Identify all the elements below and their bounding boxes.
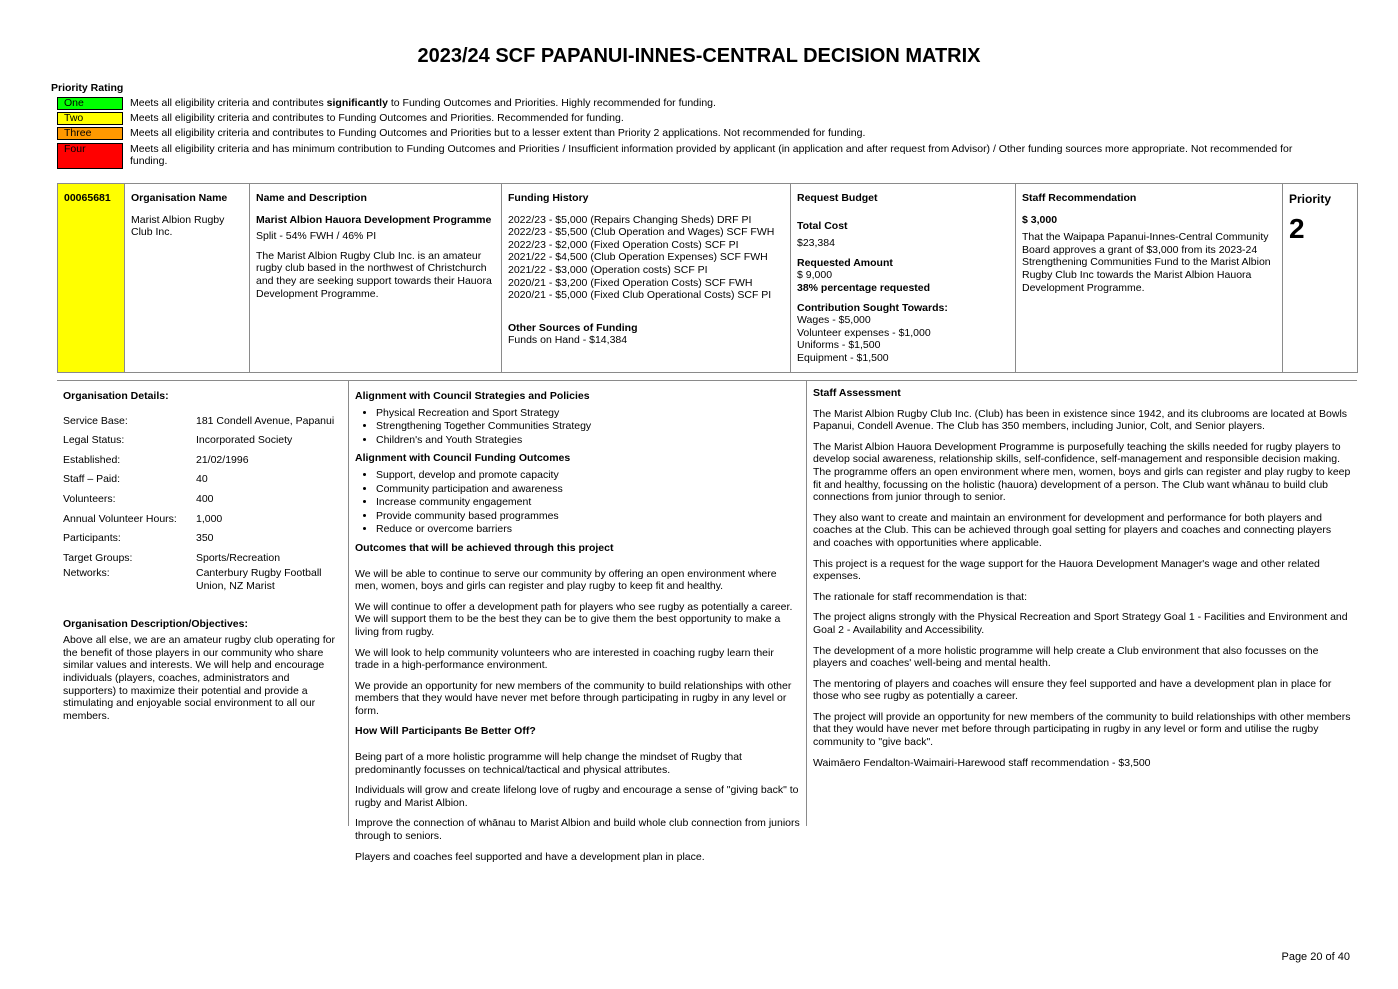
percentage-requested: 38% percentage requested: [797, 281, 931, 294]
funding-history-cell: [502, 184, 791, 373]
assessment-paragraph: The Marist Albion Hauora Development Programme is purposefully teaching the skills needed for rugby players to develop social awareness, relationship skills, self-confidence, self-management and responsible decision making. The programme offers an open environment where men, women, boys and girls can register and play rugby to keep fit and healthy, focussing on the holistic (hauora) development of a person. The Club want whānau to build club connections from junior through to senior.: [813, 440, 1351, 504]
page-number: Page 20 of 40: [1281, 951, 1350, 963]
requested-amount: $ 9,000: [797, 269, 833, 282]
application-summary-table: [57, 183, 1358, 373]
priority-level-four: [57, 143, 1327, 169]
funding-history-item: 2022/23 - $5,000 (Repairs Changing Sheds) DRF PI: [508, 213, 752, 226]
contribution-item: Equipment - $1,500: [797, 351, 889, 364]
assessment-paragraph: The project will provide an opportunity for new members of the community to build relationships with other members that they would have never met before through participating in rugby in any level or form and utilise the rugby community to "give back".: [813, 710, 1351, 749]
application-id: 00065681: [64, 192, 111, 204]
priority-desc-four: Meets all eligibility criteria and has minimum contribution to Funding Outcomes and Priorities / Insufficient information provided by applicant (in application and after request from Advisor) / Other funding sources more appropriate. Not recommended for funding.: [130, 143, 1293, 167]
assessment-paragraph: They also want to create and maintain an environment for development and performance for both players and coaches at the Club. This can be achieved through goal setting for players and coaches and connecting players and coaches with opportunities where applicable.: [813, 511, 1332, 549]
funding-history-item: 2020/21 - $3,200 (Fixed Operation Costs) SCF FWH: [508, 276, 753, 289]
assessment-paragraph: Waimāero Fendalton-Waimairi-Harewood staff recommendation - $3,500: [813, 756, 1151, 769]
organisation-details-column: [57, 381, 348, 826]
priority-level-two: [57, 112, 1327, 125]
better-off-header: How Will Participants Be Better Off?: [355, 725, 536, 738]
outcome-item: • Increase community engagement: [376, 496, 800, 509]
strategy-item: • Physical Recreation and Sport Strategy: [376, 407, 800, 420]
org-detail-row: Target Groups: Sports/Recreation: [63, 551, 281, 564]
org-description-header: Organisation Description/Objectives:: [63, 617, 248, 630]
total-cost-label: Total Cost: [797, 219, 848, 232]
assessment-paragraph: The rationale for staff recommendation is that:: [813, 590, 1027, 603]
priority-swatch-four: Four: [57, 143, 123, 169]
priority-swatch-three: Three: [57, 127, 123, 140]
priority-swatch-two: Two: [57, 112, 123, 125]
name-description-header: Name and Description: [256, 192, 367, 204]
better-off-paragraph: Individuals will grow and create lifelong love of rugby and encourage a sense of "giving back" to rugby and Marist Albion.: [355, 784, 799, 809]
funding-history-item: 2021/22 - $3,000 (Operation costs) SCF PI: [508, 263, 708, 276]
requested-amount-label: Requested Amount: [797, 256, 893, 269]
funding-history-item: 2022/23 - $2,000 (Fixed Operation Costs) SCF PI: [508, 238, 739, 251]
priority-cell: [1283, 184, 1358, 373]
contribution-header: Contribution Sought Towards:: [797, 301, 948, 314]
other-sources: Funds on Hand - $14,384: [508, 334, 628, 347]
funding-history-item: 2022/23 - $5,500 (Club Operation and Wages) SCF FWH: [508, 226, 775, 239]
assessment-paragraph: The development of a more holistic programme will help create a Club environment that also focusses on the players and coaches' well-being and mental health.: [813, 644, 1319, 670]
project-description: The Marist Albion Rugby Club Inc. is an amateur rugby club based in the northwest of Christchurch and they are seeking support towards their Hauora Development Programme.: [256, 249, 492, 300]
funding-history-header: Funding History: [508, 192, 589, 204]
achieved-paragraph: We provide an opportunity for new members of the community to build relationships with other members that they would have never met before through participating in rugby in any level or form.: [355, 679, 792, 717]
priority-level-one: [57, 97, 1327, 110]
outcomes-header: Alignment with Council Funding Outcomes: [355, 452, 571, 465]
achieved-paragraph: We will continue to offer a development path for players who see rugby as potentially a career. We will support them to be the best they can be to give them the best opportunity to make a living from rugby.: [355, 600, 793, 638]
org-description: Above all else, we are an amateur rugby club operating for the benefit of those players in our community who share similar values and interests. We will help and encourage individuals (players, coaches, administrators and supporters) to maximize their potential and provide a stimulating and enjoyable social environment to all our members.: [63, 634, 335, 722]
details-section: [57, 380, 1357, 863]
org-name: Marist Albion Rugby Club Inc.: [131, 213, 225, 239]
strategies-list: [355, 407, 800, 447]
priority-desc-three: Meets all eligibility criteria and contributes to Funding Outcomes and Priorities but to a lesser extent than Priority 2 applications. Not recommended for funding.: [130, 127, 866, 139]
priority-header: Priority: [1289, 192, 1332, 206]
outcomes-list: [355, 469, 800, 536]
org-detail-row: Staff – Paid: 40: [63, 473, 208, 486]
outcome-item: • Provide community based programmes: [376, 510, 800, 523]
page-title: 2023/24 SCF PAPANUI-INNES-CENTRAL DECISION MATRIX: [417, 45, 981, 67]
project-name: Marist Albion Hauora Development Programme: [256, 213, 492, 226]
application-id-cell: [58, 184, 125, 373]
funding-history-item: 2020/21 - $5,000 (Fixed Club Operational Costs) SCF PI: [508, 289, 772, 302]
staff-recommendation-cell: [1016, 184, 1283, 373]
org-detail-row: Volunteers: 400: [63, 492, 214, 505]
contribution-item: Volunteer expenses - $1,000: [797, 326, 931, 339]
priority-desc-one: Meets all eligibility criteria and contributes significantly to Funding Outcomes and Priorities. Highly recommended for funding.: [130, 97, 716, 109]
contribution-item: Uniforms - $1,500: [797, 339, 881, 352]
funding-split: Split - 54% FWH / 46% PI: [256, 230, 377, 243]
strategy-item: • Children's and Youth Strategies: [376, 434, 800, 447]
org-detail-row: Service Base: 181 Condell Avenue, Papanui: [63, 414, 335, 427]
total-cost: $23,384: [797, 237, 835, 250]
staff-assessment-header: Staff Assessment: [813, 387, 901, 399]
outcome-item: • Community participation and awareness: [376, 483, 800, 496]
better-off-paragraph: Players and coaches feel supported and have a development plan in place.: [355, 850, 705, 863]
assessment-paragraph: The project aligns strongly with the Physical Recreation and Sport Strategy Goal 1 - Facilities and Environment and Goal 2 - Availability and Accessibility.: [813, 611, 1348, 636]
org-name-cell: [125, 184, 250, 373]
better-off-paragraph: Improve the connection of whānau to Marist Albion and build whole club connection from juniors through to seniors.: [355, 817, 800, 843]
request-budget-cell: [791, 184, 1016, 373]
strategies-header: Alignment with Council Strategies and Policies: [355, 390, 590, 402]
org-detail-row: Annual Volunteer Hours: 1,000: [63, 512, 223, 525]
funding-history-item: 2021/22 - $4,500 (Club Operation Expenses) SCF FWH: [508, 251, 768, 264]
outcome-item: • Support, develop and promote capacity: [376, 469, 800, 482]
priority-swatch-one: One: [57, 97, 123, 110]
contribution-item: Wages - $5,000: [797, 314, 871, 327]
org-detail-row: Established: 21/02/1996: [63, 453, 249, 466]
org-detail-row: Participants: 350: [63, 532, 214, 545]
other-sources-header: Other Sources of Funding: [508, 321, 638, 334]
staff-assessment-column: [806, 381, 1357, 826]
staff-recommendation-amount: $ 3,000: [1022, 213, 1058, 226]
alignment-column: [348, 381, 806, 863]
achieved-paragraph: We will look to help community volunteers who are interested in coaching rugby learn their trade in a high-performance environment.: [355, 646, 774, 672]
org-detail-row: Networks: Canterbury Rugby Football Union, NZ Marist: [63, 567, 322, 592]
priority-desc-two: Meets all eligibility criteria and contributes to Funding Outcomes and Priorities. Recommended for funding.: [130, 112, 624, 124]
org-details-header: Organisation Details:: [63, 390, 169, 402]
staff-recommendation-header: Staff Recommendation: [1022, 192, 1137, 204]
outcome-item: • Reduce or overcome barriers: [376, 523, 800, 536]
request-budget-header: Request Budget: [797, 192, 878, 204]
assessment-paragraph: The Marist Albion Rugby Club Inc. (Club) has been in existence since 1942, and its clubrooms are located at Bowls Papanui, Condell Avenue. The Club has 350 members, including Junior, Colt, and Senior players.: [813, 407, 1348, 433]
achieved-paragraph: We will be able to continue to serve our community by offering an open environment where men, women, boys and girls can register and play rugby to keep fit and healthy.: [355, 567, 777, 593]
name-description-cell: [250, 184, 502, 373]
strategy-item: • Strengthening Together Communities Strategy: [376, 420, 800, 433]
org-name-header: Organisation Name: [131, 192, 228, 204]
assessment-paragraph: This project is a request for the wage support for the Hauora Development Manager's wage and other related expenses.: [813, 557, 1320, 583]
staff-recommendation-text: That the Waipapa Papanui-Innes-Central Community Board approves a grant of $3,000 from its 2023-24 Strengthening Communities Fund to the Marist Albion Rugby Club Inc towards the Marist Albion Hauora Development Programme.: [1022, 231, 1271, 294]
priority-value: 2: [1289, 213, 1305, 245]
org-detail-row: Legal Status: Incorporated Society: [63, 434, 293, 447]
assessment-paragraph: The mentoring of players and coaches will ensure they feel supported and have a development plan in place for those who see rugby as potentially a career.: [813, 677, 1332, 703]
better-off-paragraph: Being part of a more holistic programme will help change the mindset of Rugby that predominantly focusses on technical/tactical and physical attributes.: [355, 751, 742, 776]
priority-rating-heading: Priority Rating: [51, 82, 124, 94]
priority-level-three: [57, 127, 1327, 140]
achieved-header: Outcomes that will be achieved through this project: [355, 541, 614, 554]
